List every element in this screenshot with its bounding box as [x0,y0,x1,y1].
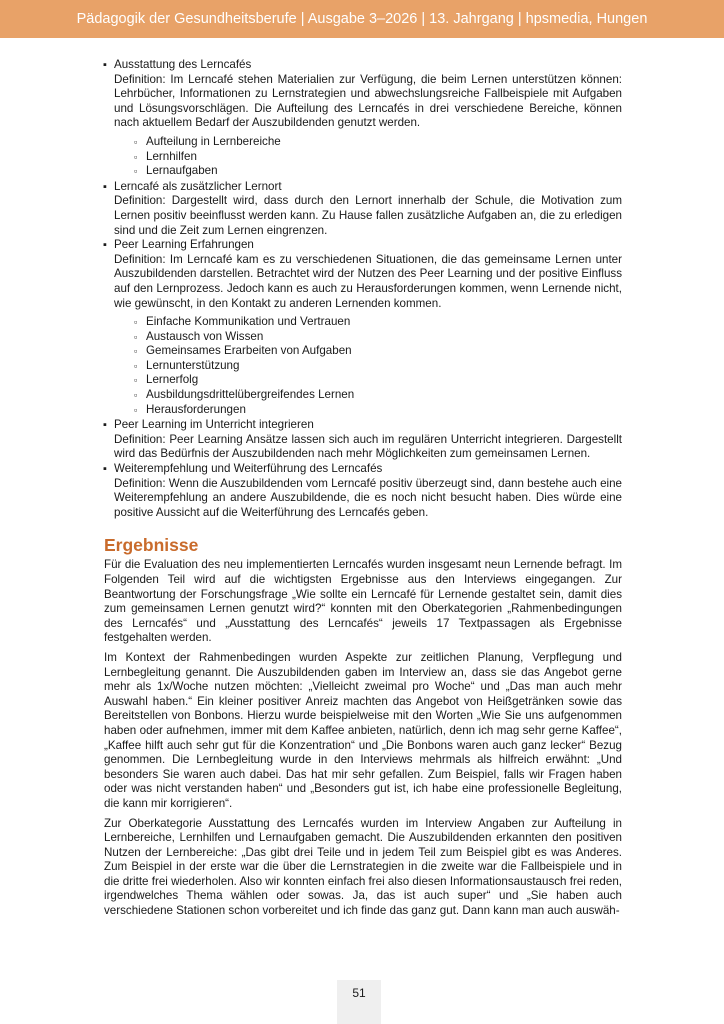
category-item [104,58,622,179]
journal-header [0,0,724,38]
bullet-icon: ▪ [103,59,107,71]
category-definition: Definition: Peer Learning Ansätze lassen sich auch im regulären Unterricht integrieren. Dargestellt wird das Bedürfnis der Auszubildenden nach mehr Möglichkeiten zum gemeinsamen Lernen. [114,432,622,461]
category-definition: Definition: Im Lerncafé stehen Materialien zur Verfügung, die beim Lernen unterstützen können: Lehrbücher, Informationen zu Lernstrategien und abwechslungsreiche Fallbeispiele mit Aufgaben und Lösungsvorschlägen. Die Aufteilung des Lerncafés in drei verschiedene Bereiche, können nach aktuellem Bedarf der Auszubildenden genutzt werden. [114,72,622,130]
subcategory-item: ▫ Lernhilfen [134,149,197,163]
body-paragraph: Zur Oberkategorie Ausstattung des Lerncafés wurden im Interview Angaben zur Aufteilung in Lernbereiche, Lernhilfen und Lernaufgaben gemacht. Die Auszubildenden erkannten den positiven Nutzen der Lernbereiche: „Das gibt drei Teile und in jedem Teil zum Beispiel gibt es was Anderes. Zum Beispiel in der erste war die über die Lernstrategien in die zweite war die Fallbeispiele und in die dritte frei wiederholen. Also wir konnten einfach frei also diesen Informationsaustausch frei reden, irgendwelches Thema wählen oder sowas. Ja, das ist auch super“ und „Sie haben auch verschiedene Stationen schon vorbereitet und ich finde das ganz gut. Dann kann man auch auswäh- [104,816,622,918]
page-number [337,980,381,1024]
subcategory-list [134,135,622,179]
square-bullet-icon: ▫ [134,136,138,147]
square-bullet-icon: ▫ [134,331,138,342]
category-title: Weiterempfehlung und Weiterführung des Lerncafés [114,462,383,476]
subcategory-item: ▫ Gemeinsames Erarbeiten von Aufgaben [134,344,352,358]
category-item [104,462,622,520]
category-definition: Definition: Dargestellt wird, dass durch den Lernort innerhalb der Schule, die Motivation zum Lernen positiv beeinflusst werden kann. Zu Hause fallen zusätzliche Aufgaben an, die zu erledigen sind und die Zeit zum Lernen eingrenzen. [114,194,622,237]
subcategory-item: ▫ Ausbildungsdrittelübergreifendes Lernen [134,388,355,402]
square-bullet-icon: ▫ [134,360,138,371]
square-bullet-icon: ▫ [134,404,138,415]
square-bullet-icon: ▫ [134,166,138,177]
category-title: Peer Learning Erfahrungen [114,238,254,252]
category-title: Lerncafé als zusätzlicher Lernort [114,179,282,193]
subcategory-item: ▫ Einfache Kommunikation und Vertrauen [134,315,351,329]
bullet-icon: ▪ [103,419,107,432]
category-title: Peer Learning im Unterricht integrieren [114,418,314,432]
subcategory-item: ▫ Herausforderungen [134,402,246,416]
subcategory-item: ▫ Lernaufgaben [134,164,218,178]
square-bullet-icon: ▫ [134,390,138,401]
subcategory-item: ▫ Austausch von Wissen [134,329,264,343]
bullet-icon: ▪ [103,463,107,476]
category-item [104,418,622,462]
bullet-icon: ▪ [103,239,107,252]
square-bullet-icon: ▫ [134,317,138,328]
category-definition: Definition: Wenn die Auszubildenden vom Lerncafé positiv überzeugt sind, dann bestehe auch eine Weiterempfehlung an andere Auszubildende, die es noch nicht besucht haben. Dies würde eine positive Aussicht auf die Weiterführung des Lerncafés geben. [114,476,622,519]
category-definition: Definition: Im Lerncafé kam es zu verschiedenen Situationen, die das gemeinsame Lernen unter Auszubildenden darstellen. Betrachtet wird der Nutzen des Peer Learning und der positive Einfluss auf den Lernprozess. Jedoch kann es auch zu Herausforderungen kommen, wenn Lernende nicht, wie gewünscht, in den Kontakt zu anderen Lernenden kommen. [114,252,622,310]
subcategory-item: ▫ Aufteilung in Lernbereiche [134,134,281,148]
category-item [104,238,622,417]
subcategory-item: ▫ Lernunterstützung [134,358,240,372]
bullet-icon: ▪ [103,180,107,193]
category-title: Ausstattung des Lerncafés [114,58,252,71]
square-bullet-icon: ▫ [134,151,138,162]
journal-header-text: Pädagogik der Gesundheitsberufe | Ausgabe 3–2026 | 13. Jahrgang | hpsmedia, Hungen [76,11,648,27]
subcategory-item: ▫ Lernerfolg [134,373,199,387]
section-heading: Ergebnisse [104,535,199,556]
page-content [104,58,622,924]
body-paragraph: Für die Evaluation des neu implementierten Lerncafés wurden insgesamt neun Lernende befragt. Im Folgenden Teil wird auf die wichtigsten Ergebnisse aus den Interviews eingegangen. Zur Beantwortung der Forschungsfrage „Wie sollte ein Lerncafé für Lernende gestaltet sein, damit dies zum gemeinsamen Lernen genutzt wird?“ konnten mit den Oberkategorien „Rahmenbedingungen des Lerncafés“ und „Ausstattung des Lerncafés“ jeweils 17 Textpassagen als Ergebnisse festgehalten werden. [104,558,622,645]
square-bullet-icon: ▫ [134,346,138,357]
body-paragraph: Im Kontext der Rahmenbedingen wurden Aspekte zur zeitlichen Planung, Verpflegung und Lernbegleitung genannt. Die Auszubildenden gaben im Interview an, dass sie das Angebot gerne mehr als 1x/Woche nutzen möchten: „Vielleicht zweimal pro Woche“ und „Das man auch mehr Auswahl haben.“ Ein kleiner positiver Anreiz machten das Angebot von Heißgetränken sowie das Bereitstellen von Bonbons. Hierzu wurde beispielweise mit den Worten „Wie Sie uns aufgenommen haben oder aufnehmen, immer mit dem Kaffee anbieten, natürlich, denn ich mag sehr gerne Kaffee“, „Kaffee hilft auch sehr gut für die Konzentration“ und „Die Bonbons waren auch ganz lecker“ Bezug genommen. Die Lernbegleitung wurde in den Interviews mehrmals als hilfreich erwähnt: „Und besonders Sie waren auch dabei. Das hat mir sehr gefallen. Zum Beispiel, falls wir Fragen haben oder was nicht verstanden haben“ und „Besonders gut ist, ich habe eine professionelle Begleitung, die kann mir korrigieren“. [104,650,622,810]
category-item [104,180,622,238]
page-number-text: 51 [352,986,366,1000]
square-bullet-icon: ▫ [134,375,138,386]
subcategory-list [134,315,622,417]
